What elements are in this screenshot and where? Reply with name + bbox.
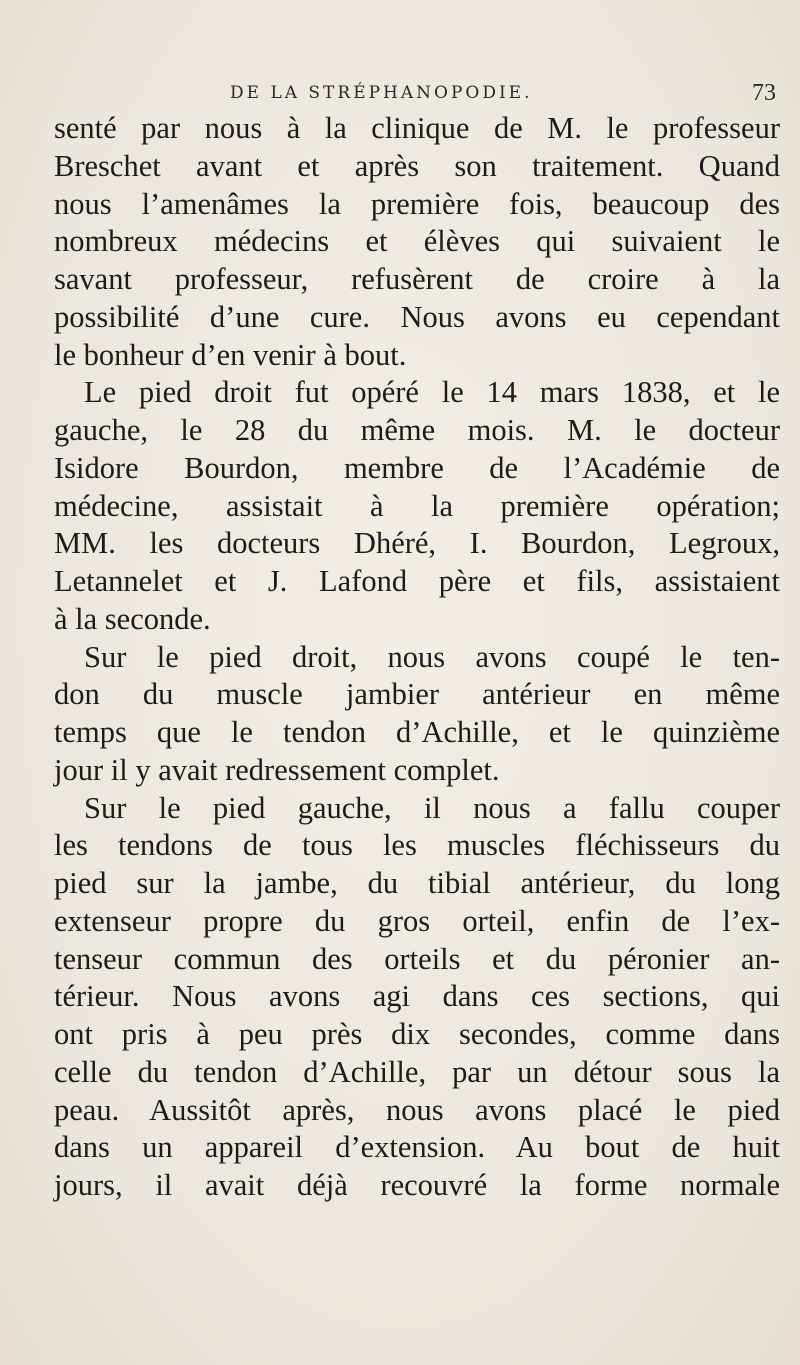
text-line: celle du tendon d’Achille, par un détour sous la: [54, 1054, 780, 1089]
running-title: DE LA STRÉPHANOPODIE.: [230, 83, 533, 103]
text-line: Letannelet et J. Lafond père et fils, assistaient: [54, 564, 780, 598]
text-line: Sur le pied gauche, il nous a fallu couper: [84, 790, 780, 825]
text-line: nous l’amenâmes la première fois, beaucoup des: [54, 186, 780, 221]
text-line: pied sur la jambe, du tibial antérieur, du long: [54, 866, 780, 900]
text-line: extenseur propre du gros orteil, enfin de l’ex-: [54, 903, 780, 938]
text-line: jour il y avait redressement complet.: [54, 752, 500, 787]
text-line: temps que le tendon d’Achille, et le quinzième: [54, 715, 780, 749]
text-line: Isidore Bourdon, membre de l’Académie de: [54, 450, 780, 485]
text-line: don du muscle jambier antérieur en même: [54, 677, 780, 712]
body-text: [54, 110, 780, 1205]
running-head: [230, 78, 790, 108]
text-line: ont pris à peu près dix secondes, comme dans: [54, 1017, 780, 1051]
text-line: les tendons de tous les muscles fléchisseurs du: [54, 828, 780, 863]
text-line: possibilité d’une cure. Nous avons eu cependant: [54, 299, 780, 334]
text-line: Breschet avant et après son traitement. Quand: [54, 148, 780, 183]
text-line: dans un appareil d’extension. Au bout de huit: [54, 1130, 780, 1165]
text-line: à la seconde.: [54, 601, 211, 636]
page-number: 73: [752, 80, 776, 106]
text-line: Le pied droit fut opéré le 14 mars 1838, et le: [84, 375, 780, 410]
text-line: tenseur commun des orteils et du péronier an-: [54, 941, 780, 976]
text-line: jours, il avait déjà recouvré la forme normale: [54, 1168, 780, 1202]
text-line: MM. les docteurs Dhéré, I. Bourdon, Legroux,: [54, 526, 780, 561]
text-line: térieur. Nous avons agi dans ces sections, qui: [54, 979, 780, 1014]
text-line: le bonheur d’en venir à bout.: [54, 337, 407, 372]
text-line: gauche, le 28 du même mois. M. le docteur: [54, 413, 780, 447]
text-line: savant professeur, refusèrent de croire à la: [54, 262, 780, 296]
text-line: médecine, assistait à la première opération;: [54, 488, 780, 523]
text-line: senté par nous à la clinique de M. le professeur: [54, 111, 780, 145]
text-line: peau. Aussitôt après, nous avons placé le pied: [54, 1092, 780, 1127]
text-line: nombreux médecins et élèves qui suivaient le: [54, 224, 780, 259]
text-line: Sur le pied droit, nous avons coupé le ten-: [84, 639, 780, 674]
